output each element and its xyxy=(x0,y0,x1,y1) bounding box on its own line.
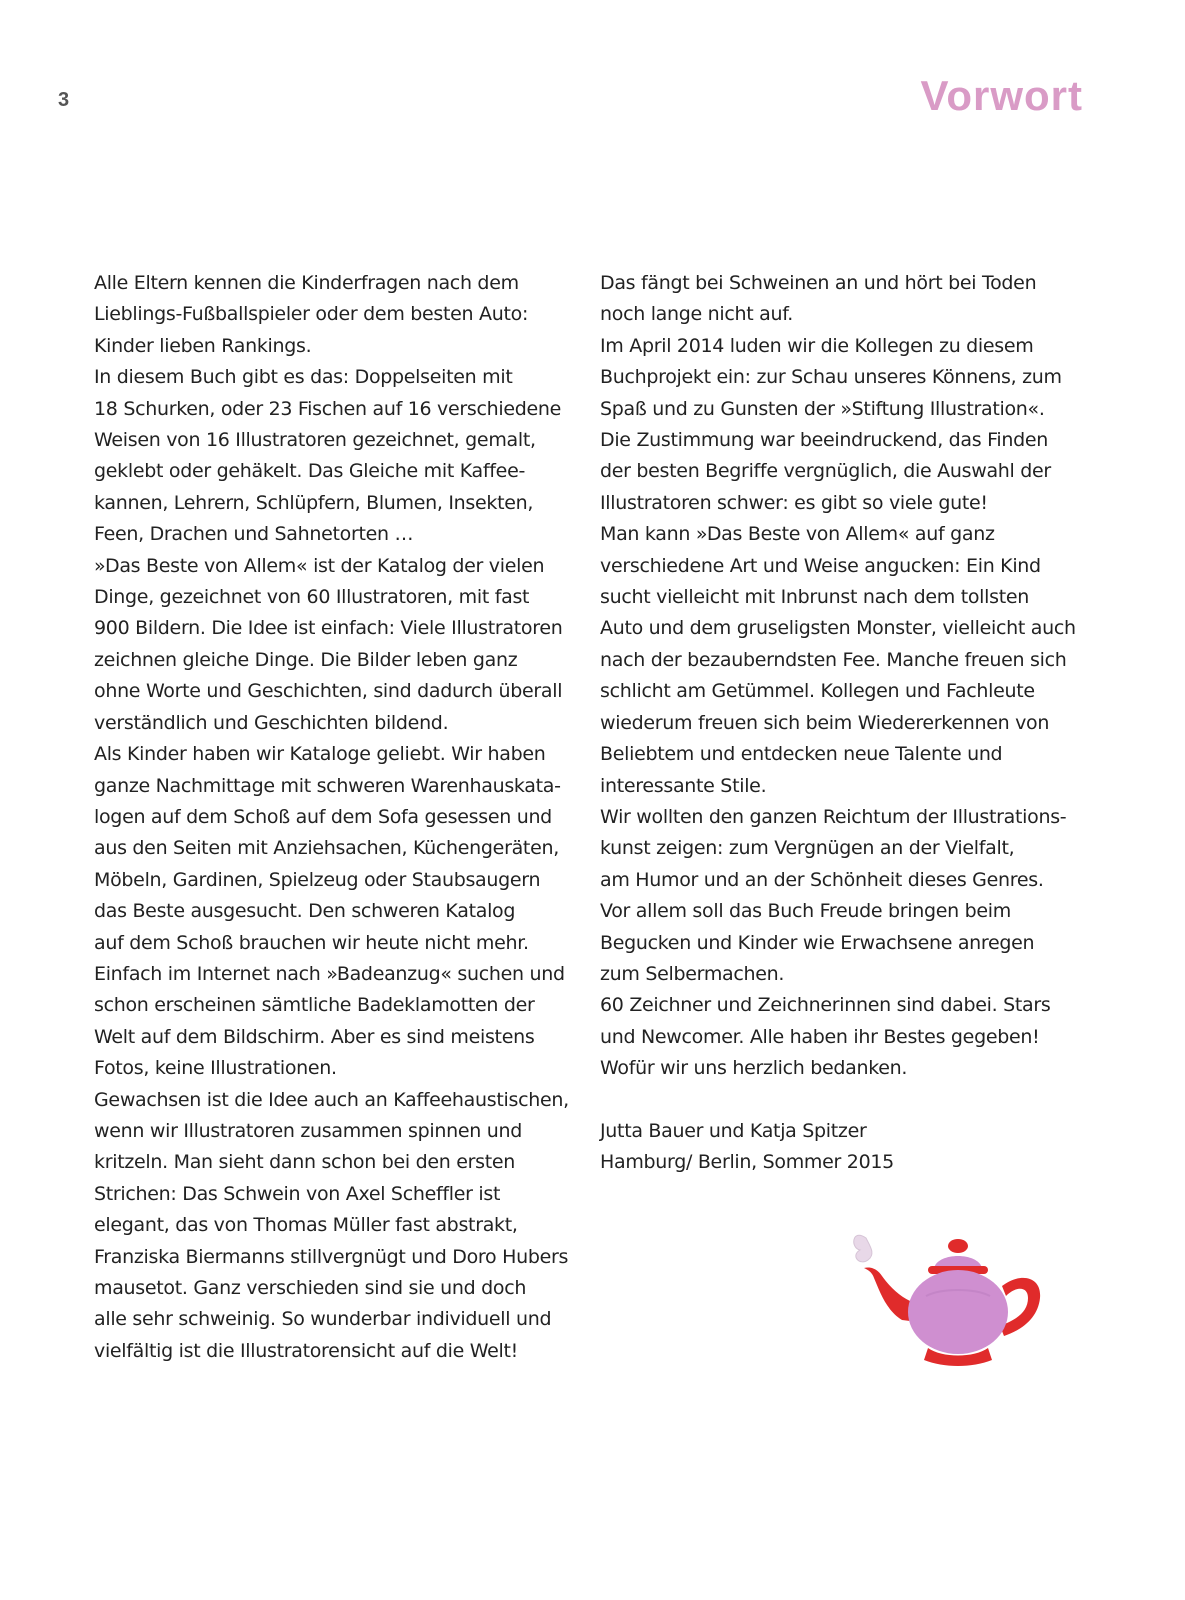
text-line: zeichnen gleiche Dinge. Die Bilder leben ganz xyxy=(94,648,518,671)
text-line: kritzeln. Man sieht dann schon bei den ersten xyxy=(94,1151,516,1174)
text-line: schlicht am Getümmel. Kollegen und Fachleute xyxy=(600,680,1035,703)
text-line: 18 Schurken, oder 23 Fischen auf 16 verschiedene xyxy=(94,397,561,420)
signature-names: Jutta Bauer und Katja Spitzer xyxy=(600,1119,867,1142)
text-line: wenn wir Illustratoren zusammen spinnen und xyxy=(94,1119,522,1142)
text-line: sucht vielleicht mit Inbrunst nach dem tollsten xyxy=(600,586,1030,609)
right-column xyxy=(600,268,1080,1179)
text-line: Möbeln, Gardinen, Spielzeug oder Staubsaugern xyxy=(94,868,541,891)
text-line: Kinder lieben Rankings. xyxy=(94,334,312,357)
text-line: der besten Begriffe vergnüglich, die Auswahl der xyxy=(600,460,1051,483)
text-line: Gewachsen ist die Idee auch an Kaffeehaustischen, xyxy=(94,1088,569,1111)
text-line: noch lange nicht auf. xyxy=(600,303,793,326)
text-line: In diesem Buch gibt es das: Doppelseiten mit xyxy=(94,366,513,389)
page-title: Vorwort xyxy=(920,72,1083,119)
text-line: Weisen von 16 Illustratoren gezeichnet, gemalt, xyxy=(94,429,536,452)
text-line: Das fängt bei Schweinen an und hört bei Toden xyxy=(600,272,1037,294)
text-line: Beliebtem und entdecken neue Talente und xyxy=(600,743,1003,766)
text-line: auf dem Schoß brauchen wir heute nicht mehr. xyxy=(94,931,529,954)
text-line: nach der bezauberndsten Fee. Manche freuen sich xyxy=(600,648,1067,671)
text-line: und Newcomer. Alle haben ihr Bestes gegeben! xyxy=(600,1025,1040,1048)
text-line: »Das Beste von Allem« ist der Katalog der vielen xyxy=(94,554,545,577)
lid-knob-icon xyxy=(948,1239,968,1253)
text-line: Die Zustimmung war beeindruckend, das Finden xyxy=(600,429,1048,452)
text-line: schon erscheinen sämtliche Badeklamotten der xyxy=(94,994,535,1017)
text-line: Feen, Drachen und Sahnetorten … xyxy=(94,523,414,546)
text-line: aus den Seiten mit Anziehsachen, Küchengeräten, xyxy=(94,837,559,860)
text-line: ohne Worte und Geschichten, sind dadurch überall xyxy=(94,680,563,703)
text-line: alle sehr schweinig. So wunderbar individuell und xyxy=(94,1308,552,1331)
text-line: zum Selbermachen. xyxy=(600,962,785,985)
text-line: Franziska Biermanns stillvergnügt und Doro Hubers xyxy=(94,1245,569,1268)
paragraph-gap xyxy=(600,1085,1080,1116)
text-line: am Humor und an der Schönheit dieses Genres. xyxy=(600,868,1044,891)
text-line: 900 Bildern. Die Idee ist einfach: Viele Illustratoren xyxy=(94,617,563,640)
text-line: ganze Nachmittage mit schweren Warenhauskata- xyxy=(94,774,561,797)
teapot-icon xyxy=(846,1226,1066,1376)
text-line: Lieblings-Fußballspieler oder dem besten Auto: xyxy=(94,303,529,326)
text-line: Im April 2014 luden wir die Kollegen zu diesem xyxy=(600,334,1034,357)
text-line: mausetot. Ganz verschieden sind sie und doch xyxy=(94,1277,527,1299)
text-line: verschiedene Art und Weise angucken: Ein Kind xyxy=(600,554,1041,577)
text-line: Man kann »Das Beste von Allem« auf ganz xyxy=(600,523,995,546)
text-line: Fotos, keine Illustrationen. xyxy=(94,1057,337,1080)
text-line: Buchprojekt ein: zur Schau unseres Könnens, zum xyxy=(600,366,1062,389)
text-line: vielfältig ist die Illustratorensicht auf die Welt! xyxy=(94,1339,518,1362)
text-line: Strichen: Das Schwein von Axel Scheffler ist xyxy=(94,1182,501,1205)
text-line: Dinge, gezeichnet von 60 Illustratoren, mit fast xyxy=(94,586,530,609)
text-line: verständlich und Geschichten bildend. xyxy=(94,711,449,734)
text-line: Als Kinder haben wir Kataloge geliebt. Wir haben xyxy=(94,743,546,766)
signature-place-date: Hamburg/ Berlin, Sommer 2015 xyxy=(600,1151,894,1174)
text-line: elegant, das von Thomas Müller fast abstrakt, xyxy=(94,1214,518,1237)
text-line: Auto und dem gruseligsten Monster, vielleicht auch xyxy=(600,617,1076,640)
text-line: das Beste ausgesucht. Den schweren Katalog xyxy=(94,900,516,923)
page-number: 3 xyxy=(58,89,70,111)
text-line: Alle Eltern kennen die Kinderfragen nach dem xyxy=(94,272,519,294)
text-line: interessante Stile. xyxy=(600,774,767,797)
text-line: wiederum freuen sich beim Wiedererkennen von xyxy=(600,711,1050,734)
text-line: Vor allem soll das Buch Freude bringen beim xyxy=(600,900,1011,923)
text-line: geklebt oder gehäkelt. Das Gleiche mit Kaffee- xyxy=(94,460,526,483)
text-line: Wir wollten den ganzen Reichtum der Illustrations- xyxy=(600,805,1067,828)
teapot-body-icon xyxy=(908,1270,1008,1354)
text-line: Illustratoren schwer: es gibt so viele gute! xyxy=(600,491,988,514)
text-line: logen auf dem Schoß auf dem Sofa gesessen und xyxy=(94,805,552,828)
text-line: kunst zeigen: zum Vergnügen an der Vielfalt, xyxy=(600,837,1015,860)
text-line: Einfach im Internet nach »Badeanzug« suchen und xyxy=(94,962,565,985)
left-column xyxy=(94,268,574,1367)
text-line: Begucken und Kinder wie Erwachsene anregen xyxy=(600,931,1035,954)
text-line: kannen, Lehrern, Schlüpfern, Blumen, Insekten, xyxy=(94,491,534,514)
steam-icon xyxy=(854,1235,872,1262)
text-line: Spaß und zu Gunsten der »Stiftung Illustration«. xyxy=(600,397,1045,420)
text-line: 60 Zeichner und Zeichnerinnen sind dabei. Stars xyxy=(600,994,1051,1017)
text-line: Wofür wir uns herzlich bedanken. xyxy=(600,1057,908,1080)
teapot-illustration xyxy=(846,1226,1066,1376)
text-line: Welt auf dem Bildschirm. Aber es sind meistens xyxy=(94,1025,535,1048)
